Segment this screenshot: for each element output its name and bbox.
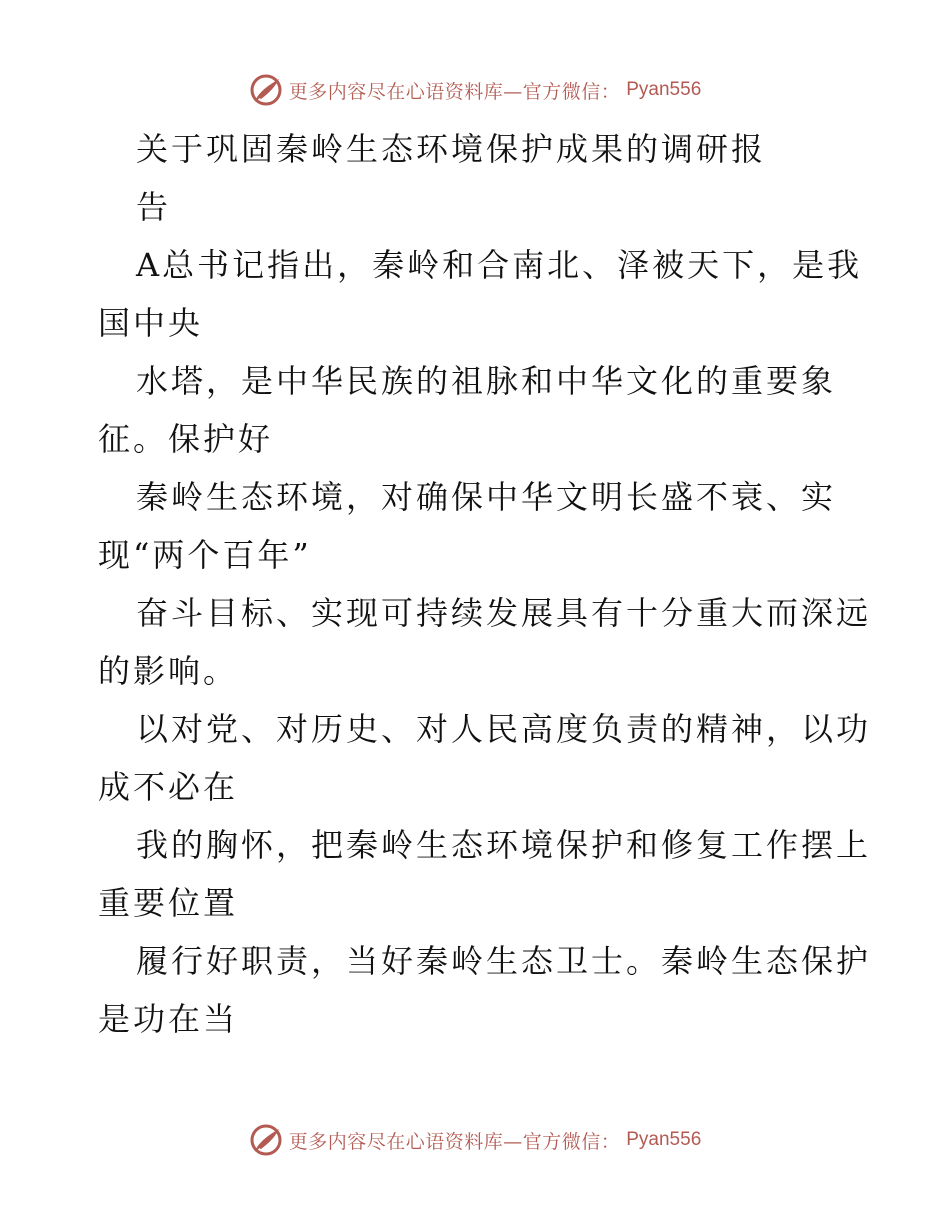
quill-logo-icon xyxy=(249,73,283,107)
paragraph-line: 的影响。 xyxy=(98,652,239,690)
paragraph-line: 我的胸怀，把秦岭生态环境保护和修复工作摆上 xyxy=(136,826,872,864)
header-banner xyxy=(0,70,950,110)
paragraph-line: A总书记指出，秦岭和合南北、泽被天下，是我 xyxy=(136,246,863,284)
footer-wechat-id: Pyan556 xyxy=(626,1129,702,1150)
paragraph-line: 以对党、对历史、对人民高度负责的精神，以功 xyxy=(136,710,872,748)
paragraph-line: 重要位置 xyxy=(98,884,239,922)
quill-logo-icon xyxy=(249,1123,283,1157)
paragraph-line: 国中央 xyxy=(98,304,204,342)
paragraph-line: 现“两个百年” xyxy=(98,536,312,574)
paragraph-line: 奋斗目标、实现可持续发展具有十分重大而深远 xyxy=(136,594,872,632)
header-banner-text: 更多内容尽在心语资料库—官方微信： xyxy=(288,80,621,103)
footer-banner-text: 更多内容尽在心语资料库—官方微信： xyxy=(288,1130,621,1153)
document-title-line-2: 告 xyxy=(136,188,172,226)
paragraph-line: 秦岭生态环境，对确保中华文明长盛不衰、实 xyxy=(136,478,837,516)
footer-banner xyxy=(0,1120,950,1160)
paragraph-line: 水塔，是中华民族的祖脉和中华文化的重要象 xyxy=(136,362,837,400)
paragraph-line: 成不必在 xyxy=(98,768,239,806)
paragraph-line: 征。保护好 xyxy=(98,420,274,458)
paragraph-line: 履行好职责，当好秦岭生态卫士。秦岭生态保护 xyxy=(136,942,872,980)
document-title-line-1: 关于巩固秦岭生态环境保护成果的调研报 xyxy=(136,130,767,168)
paragraph-line: 是功在当 xyxy=(98,1000,239,1038)
document-body xyxy=(98,120,872,1048)
header-wechat-id: Pyan556 xyxy=(626,79,702,100)
